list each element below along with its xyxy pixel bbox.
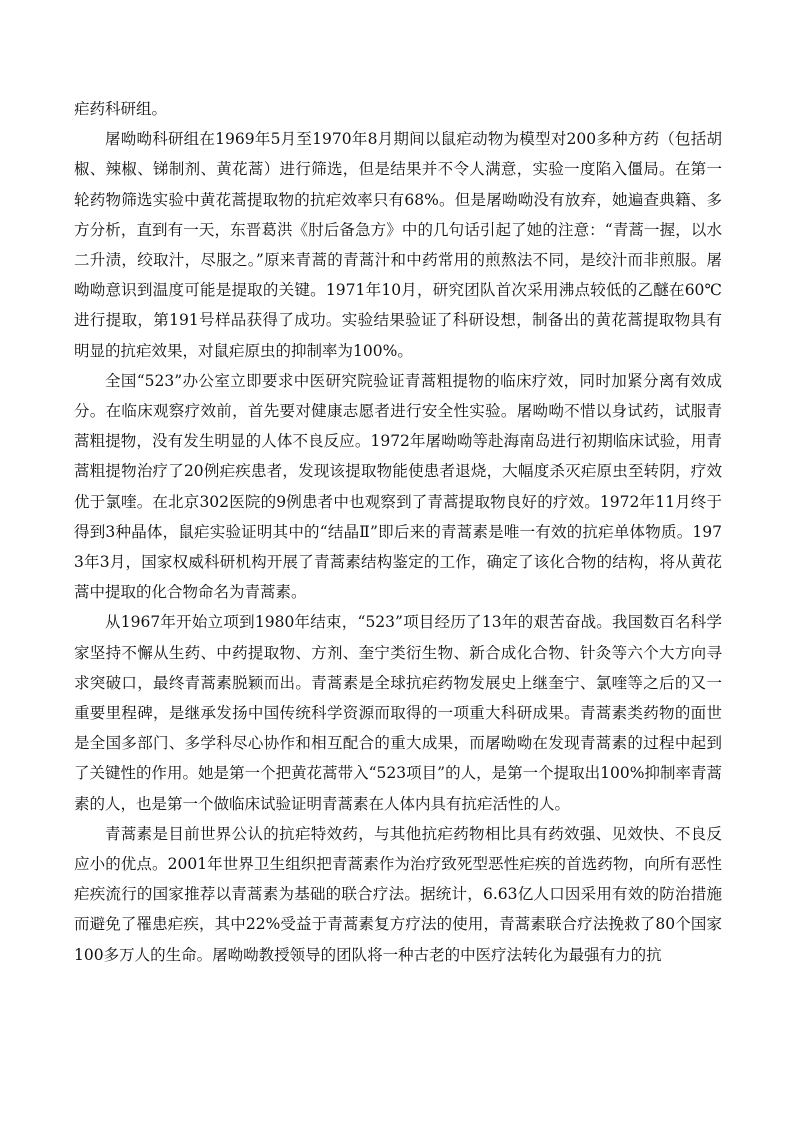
paragraph-continuation: 疟药科研组。 bbox=[74, 100, 168, 118]
paragraph-screening: 屠呦呦科研组在1969年5月至1970年8月期间以鼠疟动物为模型对200多种方药（包括胡椒、辣椒、锑制剂、黄花蒿）进行筛选，但是结果并不令人满意，实验一度陷入僵局。在第一轮药物筛选实验中黄花蒿提取物的抗疟效率只有68%。但是屠呦呦没有放弃，她遍查典籍、多方分析，直到有一天，东晋葛洪《肘后备急方》中的几句话引起了她的注意：“青蒿一握，以水二升渍，绞取汁，尽服之。”原来青蒿的青蒿汁和中药常用的煎熬法不同，是绞汁而非煎服。屠呦呦意识到温度可能是提取的关键。1971年10月，研究团队首次采用沸点较低的乙醚在60℃进行提取，第191号样品获得了成功。实验结果验证了科研设想，制备出的黄花蒿提取物具有明显的抗疟效果，对鼠疟原虫的抑制率为100%。 bbox=[74, 130, 722, 360]
document-body bbox=[74, 94, 722, 970]
paragraph-artemisinin-impact: 青蒿素是目前世界公认的抗疟特效药，与其他抗疟药物相比具有药效强、见效快、不良反应小的优点。2001年世界卫生组织把青蒿素作为治疗致死型恶性疟疾的首选药物，向所有恶性疟疾流行的国家推荐以青蒿素为基础的联合疗法。据统计，6.63亿人口因采用有效的防治措施而避免了罹患疟疾，其中22%受益于青蒿素复方疗法的使用，青蒿素联合疗法挽救了80个国家100多万人的生命。屠呦呦教授领导的团队将一种古老的中医疗法转化为最强有力的抗 bbox=[74, 824, 722, 964]
paragraph-clinical-trial: 全国“523”办公室立即要求中医研究院验证青蒿粗提物的临床疗效，同时加紧分离有效成分。在临床观察疗效前，首先要对健康志愿者进行安全性实验。屠呦呦不惜以身试药，试服青蒿粗提物，没有发生明显的人体不良反应。1972年屠呦呦等赴海南岛进行初期临床试验，用青蒿粗提物治疗了20例疟疾患者，发现该提取物能使患者退烧，大幅度杀灭疟原虫至转阴，疗效优于氯喹。在北京302医院的9例患者中也观察到了青蒿提取物良好的疗效。1972年11月终于得到3种晶体，鼠疟实验证明其中的“结晶Ⅱ”即后来的青蒿素是唯一有效的抗疟单体物质。1973年3月，国家权威科研机构开展了青蒿素结构鉴定的工作，确定了该化合物的结构，将从黄花蒿中提取的化合物命名为青蒿素。 bbox=[74, 371, 722, 602]
paragraph-project-523: 从1967年开始立项到1980年结束，“523”项目经历了13年的艰苦奋战。我国数百名科学家坚持不懈从生药、中药提取物、方剂、奎宁类衍生物、新合成化合物、针灸等六个大方向寻求突破口，最终青蒿素脱颖而出。青蒿素是全球抗疟药物发展史上继奎宁、氯喹等之后的又一重要里程碑，是继承发扬中国传统科学资源而取得的一项重大科研成果。青蒿素类药物的面世是全国多部门、多学科尽心协作和相互配合的重大成果，而屠呦呦在发现青蒿素的过程中起到了关键性的作用。她是第一个把黄花蒿带入“523项目”的人，是第一个提取出100%抑制率青蒿素的人，也是第一个做临床试验证明青蒿素在人体内具有抗疟活性的人。 bbox=[74, 613, 722, 813]
